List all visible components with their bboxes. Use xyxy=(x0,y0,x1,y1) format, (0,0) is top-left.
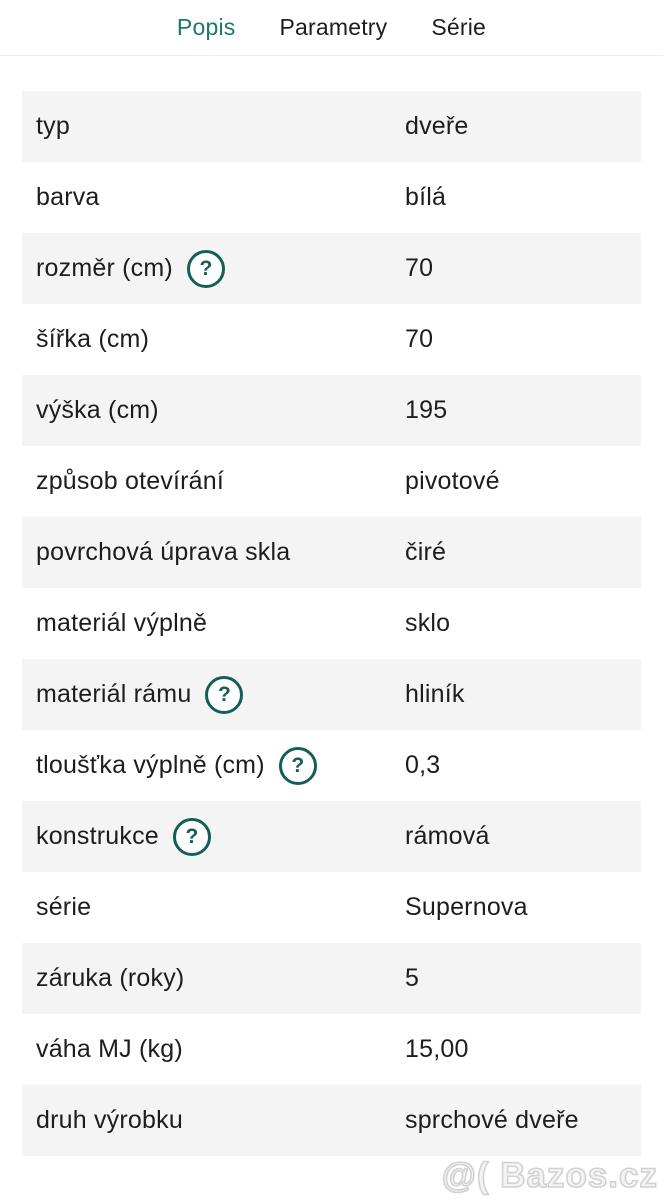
table-row xyxy=(22,588,641,659)
table-row xyxy=(22,1014,641,1085)
row-value: Supernova xyxy=(405,893,528,921)
parameters-table xyxy=(22,91,641,1156)
row-label: konstrukce xyxy=(36,822,159,850)
table-row xyxy=(22,375,641,446)
tab-bar xyxy=(0,0,663,56)
row-value: sklo xyxy=(405,609,451,637)
bazos-watermark: @( Bazos.cz xyxy=(441,1156,658,1195)
row-value: 70 xyxy=(405,325,434,353)
table-row xyxy=(22,91,641,162)
row-value: 70 xyxy=(405,254,434,282)
row-label: rozměr (cm) xyxy=(36,254,173,282)
row-label: typ xyxy=(36,112,70,140)
question-mark-glyph: ? xyxy=(218,683,231,706)
row-label: tloušťka výplně (cm) xyxy=(36,751,265,779)
row-value: 0,3 xyxy=(405,751,441,779)
row-value: 195 xyxy=(405,396,448,424)
row-value: bílá xyxy=(405,183,447,211)
help-icon[interactable] xyxy=(187,250,225,288)
table-row xyxy=(22,1085,641,1156)
help-icon[interactable] xyxy=(205,676,243,714)
table-row xyxy=(22,730,641,801)
row-value: pivotové xyxy=(405,467,500,495)
row-value: 15,00 xyxy=(405,1035,469,1063)
row-value: rámová xyxy=(405,822,490,850)
tab-serie[interactable]: Série xyxy=(431,14,487,40)
tab-popis[interactable]: Popis xyxy=(176,14,236,40)
row-value: 5 xyxy=(405,964,420,992)
table-row xyxy=(22,446,641,517)
row-value: dveře xyxy=(405,112,469,140)
table-row xyxy=(22,872,641,943)
row-label: druh výrobku xyxy=(36,1106,183,1134)
row-label: výška (cm) xyxy=(36,396,159,424)
row-label: povrchová úprava skla xyxy=(36,538,291,566)
tab-parametry[interactable]: Parametry xyxy=(279,14,388,40)
table-row xyxy=(22,304,641,375)
row-value: hliník xyxy=(405,680,465,708)
row-label: záruka (roky) xyxy=(36,964,185,992)
help-icon[interactable] xyxy=(279,747,317,785)
row-value: sprchové dveře xyxy=(405,1106,579,1134)
row-label: způsob otevírání xyxy=(36,467,225,495)
table-row xyxy=(22,162,641,233)
table-row xyxy=(22,801,641,872)
row-label: váha MJ (kg) xyxy=(36,1035,183,1063)
row-label: šířka (cm) xyxy=(36,325,150,353)
row-value: čiré xyxy=(405,538,447,566)
row-label: materiál rámu xyxy=(36,680,192,708)
question-mark-glyph: ? xyxy=(199,257,213,280)
question-mark-glyph: ? xyxy=(185,825,199,848)
help-icon[interactable] xyxy=(173,818,211,856)
question-mark-glyph: ? xyxy=(291,754,305,777)
table-row xyxy=(22,233,641,304)
row-label: materiál výplně xyxy=(36,609,208,637)
table-row xyxy=(22,517,641,588)
row-label: série xyxy=(36,893,92,921)
row-label: barva xyxy=(36,183,100,211)
table-row xyxy=(22,943,641,1014)
table-row xyxy=(22,659,641,730)
